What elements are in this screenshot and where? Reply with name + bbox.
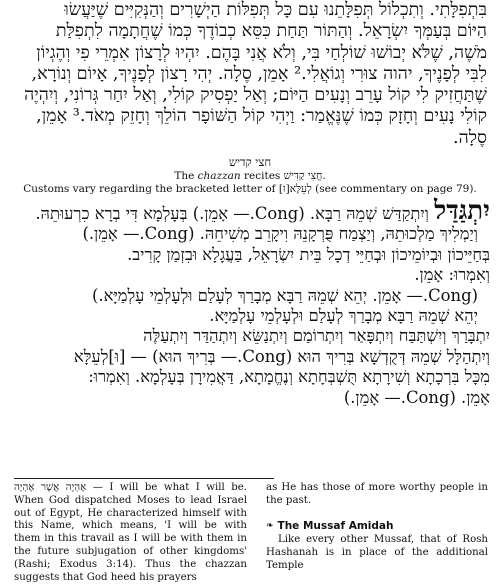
section-heading: חצי קדיש bbox=[228, 155, 272, 169]
rubric-line-2: Customs vary regarding the bracketed letter of [וּ]לְעֵלָּא (see commentary on page 79). bbox=[23, 183, 477, 195]
prayer-line: לִבִּי לְפָנֶיךָ, יהוה צוּרִי וְגוֹאֲלִי.² אָמֵן, סֶלָה. יְהִי רָצוֹן לְפָנֶיךָ, אָיוֹם וְנוֹרָא, bbox=[31, 63, 487, 84]
prayer-line: שֶׁתַּחֲזִיק לִי קוֹל עָרֵב וְנָעִים הַיּוֹם; וְאַל יַפְסִיק קוֹלִי, וְאַל יִחַר גְּרוֹנִי, וְיִהְיֶה bbox=[24, 85, 487, 106]
kaddish-line: וְיִתְהַלָּל שְׁמֵהּ דְּקֻדְשָׁא בְּרִיךְ הוּא (Cong.— בְּרִיךְ הוּא) — [וּ]לְעֵלָּא bbox=[73, 346, 490, 366]
kaddish-line: וְיַמְלִיךְ מַלְכוּתֵהּ, וְיַצְמַח פֻּרְקָנֵהּ וִיקָרֵב מְשִׁיחֵהּ. (Cong.— אָמֵן.) bbox=[82, 224, 478, 244]
kaddish-line: בְּחַיֵּיכוֹן וּבְיוֹמֵיכוֹן וּבְחַיֵּי דְכָל בֵּית יִשְׂרָאֵל, בַּעֲגָלָא וּבִזְמַן קָרִיב. bbox=[127, 244, 490, 264]
prayer-line: קוֹלִי נָעִים וְחָזָק כְּמוֹ שֶׁנֶּאֱמַר: וַיְהִי קוֹל הַשּׁוֹפָר הוֹלֵךְ וְחָזֵק מְאֹד.³ אָמֵן, bbox=[36, 106, 487, 127]
rubric-line-1 bbox=[0, 170, 500, 183]
section-marker-icon: ❧ bbox=[266, 520, 274, 531]
footnote-text: as He has those of more worthy people in the past. bbox=[266, 482, 488, 506]
kaddish-line: יִתְבָּרַךְ וְיִשְׁתַּבַּח וְיִתְפָּאַר וְיִתְרוֹמַם וְיִתְנַשֵּׂא וְיִתְהַדַּר וְיִתְעַלֶּה bbox=[143, 326, 490, 346]
kaddish-line-text: וְיִתְקַדַּשׁ שְׁמֵהּ רַבָּא. (Cong.— אָמֵן.) בְּעָלְמָא דִּי בְרָא כִרְעוּתֵהּ. bbox=[35, 204, 429, 223]
congregation-response: (Cong.— אָמֵן. יְהֵא שְׁמֵהּ רַבָּא מְבָרַךְ לְעָלַם וּלְעָלְמֵי עָלְמַיָּא.) bbox=[92, 285, 478, 305]
kaddish-first-word: יִתְגַּדַּל bbox=[434, 196, 490, 226]
kaddish-line: מִכָּל בִּרְכָתָא וְשִׁירָתָא תֻּשְׁבְּחָתָא וְנֶחֱמָתָא, דַּאֲמִירָן בְּעָלְמָא. וְאִמְרוּ: bbox=[88, 367, 490, 387]
footnote-heading bbox=[266, 520, 488, 533]
rubric-hebrew: חֲצִי קַדִּישׁ. bbox=[283, 170, 326, 182]
rubric-text: recites bbox=[244, 170, 281, 182]
footnote-heading-text: The Mussaf Amidah bbox=[277, 519, 394, 532]
prayer-line: הַיּוֹם בְּעַמְּךָ יִשְׂרָאֵל. וְהַתּוֹר תַּחַת כִּסֵּא כְבוֹדֶךָ כְּמוֹ שֶׁחֲתָמָה לִתְפִלַּת bbox=[55, 21, 487, 42]
footnote-commentary-right bbox=[266, 482, 488, 573]
opening-prayer bbox=[14, 0, 487, 149]
footnote-commentary-left: אֶהְיֶה אֲשֶׁר אֶהְיֶה — I will be what I will be. When God dispatched Moses to lead Israel out of Egypt, He characterized himself with this Name, which means, 'I will be with them in this travail as I will be with them in the future subjugation of other kingdoms' (Rashi; Exodus 3:14). Thus the chazzan suggests that God heed his prayers bbox=[14, 482, 248, 583]
footnote-paragraph: Like every other Mussaf, that of Rosh Hashanah is in place of the additional Temple bbox=[266, 534, 488, 571]
rubric-text: The bbox=[174, 170, 195, 182]
prayer-line: מֹשֶׁה, שֶׁלֹּא יְבוֹשׁוּ שׁוֹלְחַי בִּי, וְלֹא אֲנִי בָּהֶם. יִהְיוּ לְרָצוֹן אִמְרֵי פִי וְהֶגְיוֹן bbox=[36, 42, 487, 63]
prayer-line: בִּתְפִלָּתִי. וְתִכְלוֹל תְּפִלָּתֵנוּ עִם כָּל תְּפִלּוֹת הַיְשָׁרִים וְהַנְּקִיִּים שֶׁיַּעֲשׂוּ bbox=[64, 0, 487, 20]
half-kaddish-text bbox=[14, 196, 490, 408]
kaddish-line bbox=[14, 196, 490, 226]
kaddish-line: יְהֵא שְׁמֵהּ רַבָּא מְבָרַךְ לְעָלַם וּלְעָלְמֵי עָלְמַיָּא. bbox=[209, 306, 478, 326]
kaddish-line: וְאִמְרוּ: אָמֵן. bbox=[414, 265, 490, 285]
kaddish-line: אָמֵן. (Cong.— אָמֵן.) bbox=[343, 387, 490, 407]
prayer-line: סֶלָה. bbox=[453, 127, 487, 148]
rubric-instructions bbox=[0, 170, 500, 196]
rubric-chazzan: chazzan bbox=[197, 170, 241, 182]
footnote-divider bbox=[14, 478, 274, 479]
